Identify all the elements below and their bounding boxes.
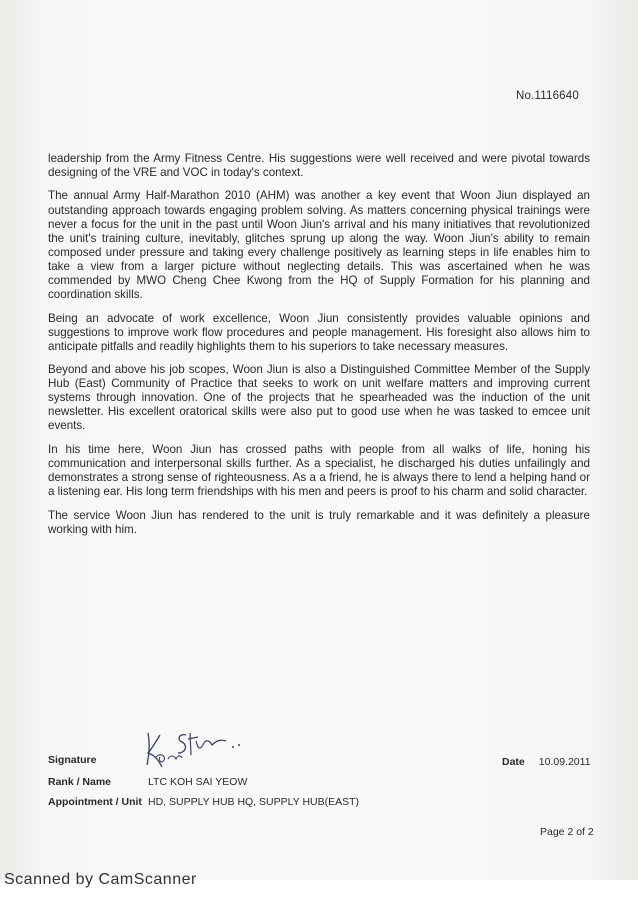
page-number: Page 2 of 2 xyxy=(540,826,594,838)
rank-row xyxy=(48,776,247,788)
appointment-row xyxy=(48,796,359,808)
appointment-value: HD, SUPPLY HUB HQ, SUPPLY HUB(EAST) xyxy=(148,796,360,808)
paragraph-3: Being an advocate of work excellence, Woon Jiun consistently provides valuable opinions and suggestions to improve work flow procedures and people management. His foresight also allows him to anticipate pitfalls and readily highlights them to his superiors to take necessary measures. xyxy=(48,311,590,353)
document-number: No.1116640 xyxy=(516,90,579,102)
rank-label: Rank / Name xyxy=(48,776,112,788)
paragraph-1: leadership from the Army Fitness Centre. His suggestions were well received and were pivotal towards designing of the VRE and VOC in today's context. xyxy=(48,152,590,180)
date-value: 10.09.2011 xyxy=(538,756,591,768)
paragraph-4: Beyond and above his job scopes, Woon Jiun is also a Distinguished Committee Member of the Supply Hub (East) Community of Practice that seeks to work on unit welfare matters and improving current systems through innovation. One of the projects that he spearheaded was the induction of the unit newsletter. His excellent oratorical skills were also put to good use when he was tasked to emcee unit events. xyxy=(48,363,590,433)
signature-row xyxy=(48,754,148,766)
appointment-label: Appointment / Unit xyxy=(48,796,142,808)
paragraph-5: In his time here, Woon Jiun has crossed paths with people from all walks of life, honing his communication and interpersonal skills further. As a specialist, he discharged his duties unfailingly and demonstrates a strong sense of righteousness. As a a friend, he is always there to lend a helping hand or a listening ear. His long term friendships with his men and peers is proof to his charm and solid character. xyxy=(48,442,590,499)
rank-value: LTC KOH SAI YEOW xyxy=(148,776,248,788)
date-row xyxy=(502,756,591,768)
scanner-footer xyxy=(0,871,638,903)
paragraph-2: The annual Army Half-Marathon 2010 (AHM) was another a key event that Woon Jiun displayed an outstanding approach towards engaging problem solving. As matters concerning physical trainings were never a focus for the unit in the past until Woon Jiun's arrival and his many initiatives that revolutionized the unit's training culture, inevitably, glitches sprung up along the way. Woon Jiun's ability to remain composed under pressure and taking every challenge positively as learning steps in life enables him to take a view from a larger picture without neglecting details. This was ascertained when he was commended by MWO Cheng Chee Kwong from the HQ of Supply Formation for his planning and coordination skills. xyxy=(48,189,590,302)
paragraph-6: The service Woon Jiun has rendered to the unit is truly remarkable and it was definitely a pleasure working with him. xyxy=(48,508,590,536)
letter-body xyxy=(48,152,590,546)
scanner-watermark: Scanned by CamScanner xyxy=(4,871,197,888)
signature-label: Signature xyxy=(48,754,97,766)
handwritten-signature xyxy=(140,725,250,775)
date-label: Date xyxy=(502,756,525,768)
